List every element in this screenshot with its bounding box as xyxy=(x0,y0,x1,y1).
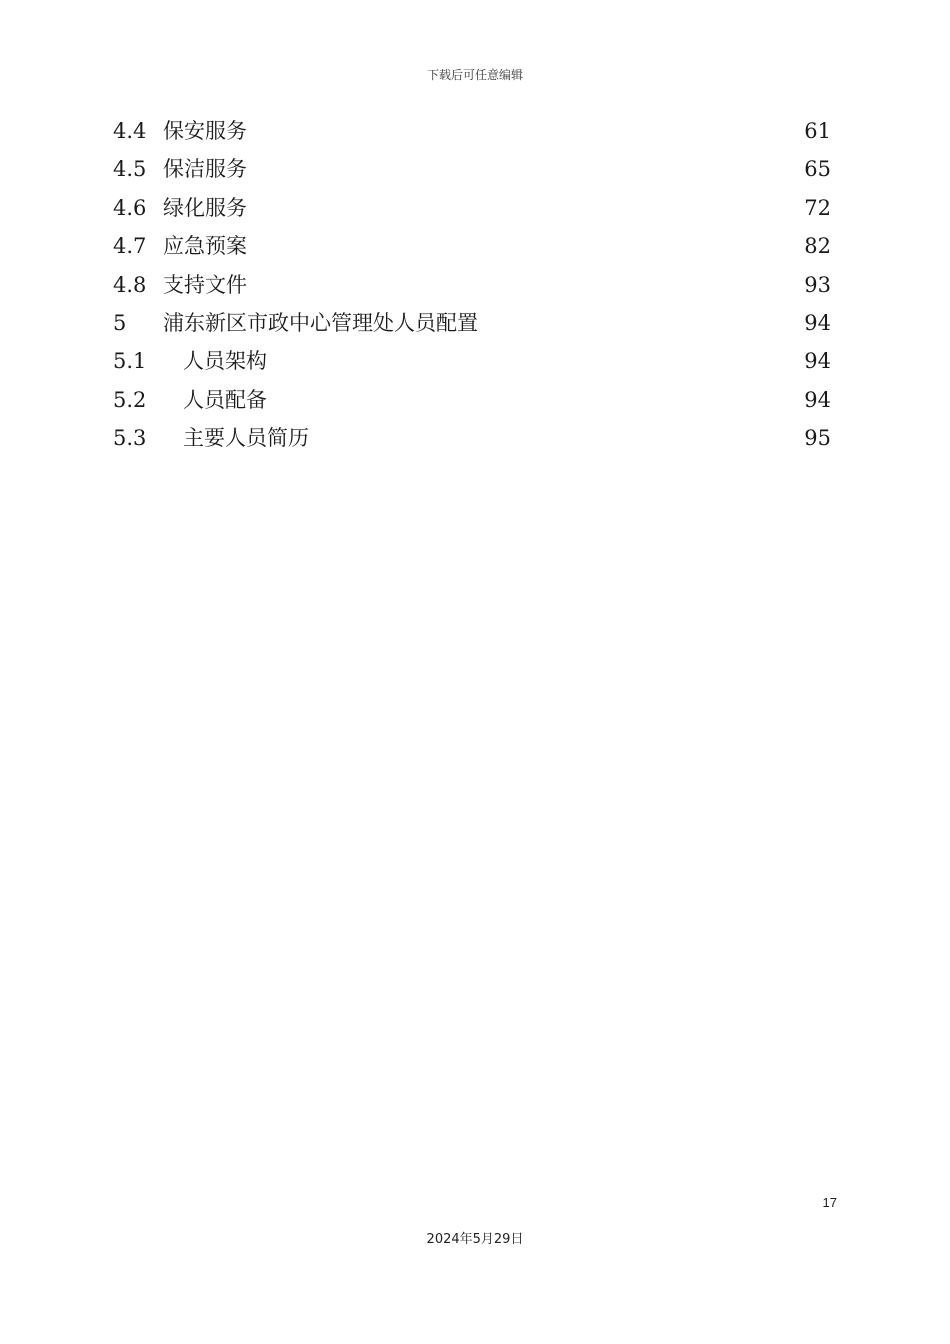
toc-row[interactable] xyxy=(113,227,831,265)
toc-page: 94 xyxy=(804,310,831,335)
toc-row[interactable] xyxy=(113,381,831,419)
toc-row[interactable] xyxy=(113,150,831,188)
toc-title: 人员配备 xyxy=(183,387,267,412)
toc-row[interactable] xyxy=(113,266,831,304)
toc-page: 93 xyxy=(804,272,831,297)
toc-title: 保洁服务 xyxy=(163,157,247,182)
toc-number: 4.6 xyxy=(113,195,147,220)
toc-page: 61 xyxy=(804,119,831,143)
toc-title: 支持文件 xyxy=(163,272,247,297)
toc-number: 5.3 xyxy=(113,426,147,451)
toc-number: 4.5 xyxy=(113,157,147,182)
table-of-contents xyxy=(113,112,831,458)
toc-title: 应急预案 xyxy=(163,234,247,259)
toc-row[interactable] xyxy=(113,112,831,150)
page-number: 17 xyxy=(822,1195,837,1210)
toc-title: 人员架构 xyxy=(183,349,267,374)
toc-row[interactable] xyxy=(113,342,831,380)
toc-number: 4.8 xyxy=(113,272,147,297)
toc-page: 95 xyxy=(804,426,831,451)
toc-page: 94 xyxy=(804,349,831,374)
toc-page: 72 xyxy=(804,195,831,220)
toc-number: 5.1 xyxy=(113,349,147,374)
toc-page: 94 xyxy=(804,387,831,412)
toc-title: 主要人员简历 xyxy=(183,426,309,451)
toc-number: 5 xyxy=(113,310,127,335)
toc-row[interactable] xyxy=(113,304,831,342)
header-note: 下载后可任意编辑 xyxy=(426,68,523,82)
toc-number: 5.2 xyxy=(113,387,147,412)
toc-page: 82 xyxy=(804,234,831,259)
toc-number: 4.7 xyxy=(113,234,147,259)
toc-title: 保安服务 xyxy=(163,119,247,143)
footer-date: 2024年5月29日 xyxy=(426,1232,524,1247)
toc-title: 绿化服务 xyxy=(163,195,247,220)
toc-number: 4.4 xyxy=(113,119,147,143)
toc-row[interactable] xyxy=(113,419,831,457)
toc-row[interactable] xyxy=(113,189,831,227)
toc-page: 65 xyxy=(804,157,831,182)
toc-title: 浦东新区市政中心管理处人员配置 xyxy=(163,310,478,335)
